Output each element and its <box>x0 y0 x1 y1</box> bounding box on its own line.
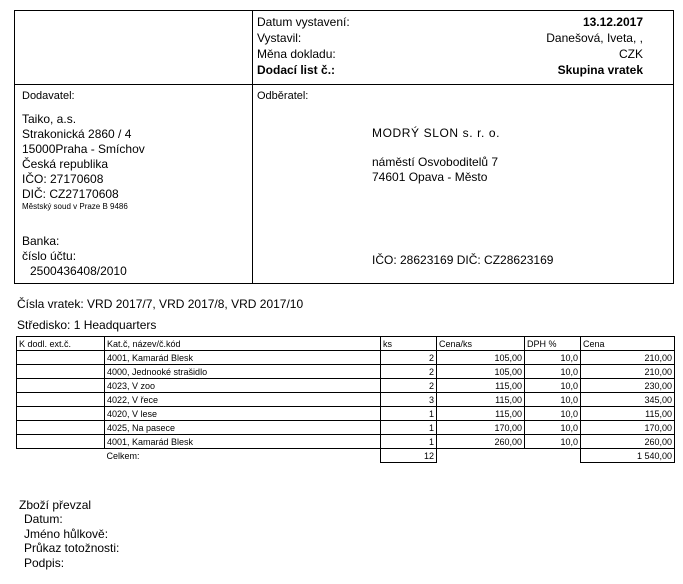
col-header-vat: DPH % <box>525 337 581 351</box>
customer-street: náměstí Osvoboditelů 7 <box>372 155 499 169</box>
col-header-unit-price: Cena/ks <box>437 337 525 351</box>
cell-qty: 2 <box>381 379 437 393</box>
cell-ext <box>17 393 105 407</box>
cell-qty: 1 <box>381 435 437 449</box>
cell-unit-price: 115,00 <box>437 379 525 393</box>
cell-name: 4020, V lese <box>105 407 381 421</box>
cell-vat: 10,0 <box>525 435 581 449</box>
cell-unit-price: 105,00 <box>437 351 525 365</box>
cell-qty: 2 <box>381 365 437 379</box>
mena-value: CZK <box>619 47 643 61</box>
cell-name: 4001, Kamarád Blesk <box>105 351 381 365</box>
vystavil-value: Danešová, Iveta, , <box>546 31 643 45</box>
col-header-ext: K dodl. ext.č. <box>17 337 105 351</box>
total-price: 1 540,00 <box>581 449 675 463</box>
col-header-price: Cena <box>581 337 675 351</box>
cell-ext <box>17 379 105 393</box>
cell-price: 115,00 <box>581 407 675 421</box>
cell-name: 4000, Jednooké strašidlo <box>105 365 381 379</box>
cell-qty: 3 <box>381 393 437 407</box>
datum-value: 13.12.2017 <box>582 15 643 29</box>
cell-qty: 1 <box>381 421 437 435</box>
doc-type-label: Dodací list č.: <box>257 63 336 77</box>
footer-jmeno: Jméno hůlkově: <box>24 527 109 541</box>
cell-name: 4001, Kamarád Blesk <box>105 435 381 449</box>
cell-vat: 10,0 <box>525 365 581 379</box>
supplier-label: Dodavatel: <box>22 90 75 102</box>
table-row <box>17 351 675 365</box>
cell-qty: 2 <box>381 351 437 365</box>
cell-vat: 10,0 <box>525 393 581 407</box>
cell-ext <box>17 365 105 379</box>
customer-city: 74601 Opava - Město <box>372 170 488 184</box>
returns-numbers: Čísla vratek: VRD 2017/7, VRD 2017/8, VRD 2017/10 <box>17 297 304 311</box>
cell-ext <box>17 421 105 435</box>
table-row <box>17 421 675 435</box>
cost-center: Středisko: 1 Headquarters <box>17 318 157 332</box>
bank-label: Banka: <box>22 234 60 248</box>
total-label: Celkem: <box>106 450 140 461</box>
supplier-ico: IČO: 27170608 <box>22 172 104 186</box>
cell-price: 230,00 <box>581 379 675 393</box>
supplier-name: Taiko, a.s. <box>22 112 77 126</box>
cell-ext <box>17 407 105 421</box>
cell-ext <box>17 435 105 449</box>
cell-price: 210,00 <box>581 365 675 379</box>
table-row <box>17 407 675 421</box>
cell-unit-price: 170,00 <box>437 421 525 435</box>
total-qty: 12 <box>381 449 437 463</box>
datum-label: Datum vystavení: <box>257 15 350 29</box>
cell-qty: 1 <box>381 407 437 421</box>
header-divider-vertical <box>252 10 253 284</box>
account-value: 2500436408/2010 <box>30 264 127 278</box>
cell-ext <box>17 351 105 365</box>
vystavil-label: Vystavil: <box>257 31 302 45</box>
cell-vat: 10,0 <box>525 421 581 435</box>
supplier-street: Strakonická 2860 / 4 <box>22 127 132 141</box>
customer-label: Odběratel: <box>257 90 309 102</box>
cell-name: 4023, V zoo <box>105 379 381 393</box>
col-header-name: Kat.č, název/č.kód <box>105 337 381 351</box>
supplier-country: Česká republika <box>22 157 109 171</box>
doc-type-value: Skupina vratek <box>557 63 643 77</box>
table-row <box>17 365 675 379</box>
table-total-row <box>17 449 675 463</box>
cell-name: 4022, V řece <box>105 393 381 407</box>
supplier-city: 15000Praha - Smíchov <box>22 142 145 156</box>
table-header-row <box>17 337 675 351</box>
account-label: číslo účtu: <box>22 249 77 263</box>
cell-vat: 10,0 <box>525 351 581 365</box>
cell-vat: 10,0 <box>525 407 581 421</box>
customer-name: MODRÝ SLON s. r. o. <box>372 126 501 140</box>
table-row <box>17 379 675 393</box>
table-row <box>17 393 675 407</box>
cell-name: 4025, Na pasece <box>105 421 381 435</box>
table-row <box>17 435 675 449</box>
cell-vat: 10,0 <box>525 379 581 393</box>
customer-ids: IČO: 28623169 DIČ: CZ28623169 <box>372 253 554 267</box>
cell-unit-price: 105,00 <box>437 365 525 379</box>
cell-unit-price: 115,00 <box>437 407 525 421</box>
cell-price: 170,00 <box>581 421 675 435</box>
col-header-qty: ks <box>381 337 437 351</box>
footer-prukaz: Průkaz totožnosti: <box>24 541 120 555</box>
cell-price: 345,00 <box>581 393 675 407</box>
items-table <box>16 336 675 463</box>
header-divider-horizontal <box>14 84 674 85</box>
cell-unit-price: 260,00 <box>437 435 525 449</box>
footer-title: Zboží převzal <box>19 498 92 512</box>
supplier-dic: DIČ: CZ27170608 <box>22 187 119 201</box>
mena-label: Měna dokladu: <box>257 47 336 61</box>
cell-unit-price: 115,00 <box>437 393 525 407</box>
supplier-court: Městský soud v Praze B 9486 <box>22 202 128 211</box>
cell-price: 260,00 <box>581 435 675 449</box>
footer-datum: Datum: <box>24 512 63 526</box>
footer-podpis: Podpis: <box>24 556 65 570</box>
cell-price: 210,00 <box>581 351 675 365</box>
